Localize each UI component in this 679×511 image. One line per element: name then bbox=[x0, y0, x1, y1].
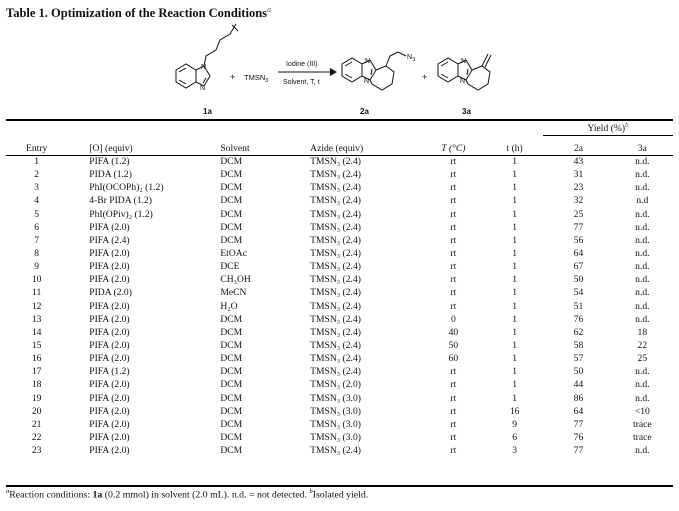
yield-note-mark: b bbox=[625, 121, 629, 129]
header-temperature: T (°C) bbox=[441, 142, 466, 154]
cell-solvent: DCM bbox=[220, 326, 243, 338]
cell-time: 1 bbox=[512, 234, 518, 246]
footnote-compound: 1a bbox=[92, 489, 103, 501]
table-row bbox=[6, 392, 673, 405]
cell-entry: 20 bbox=[31, 405, 42, 417]
cell-solvent: DCM bbox=[220, 208, 243, 220]
cell-time: 1 bbox=[512, 156, 518, 168]
cell-time: 1 bbox=[512, 169, 518, 181]
cell-temperature: rt bbox=[450, 287, 457, 299]
table-row bbox=[6, 155, 673, 168]
table-body bbox=[6, 155, 673, 457]
cell-yield-2a: 50 bbox=[573, 274, 584, 286]
cell-yield-2a: 76 bbox=[573, 313, 584, 325]
table-row bbox=[6, 181, 673, 194]
cell-yield-3a: n.d. bbox=[635, 274, 650, 286]
cell-azide: TMSN₃ (2.4) bbox=[310, 326, 361, 338]
cell-solvent: CH₃OH bbox=[220, 274, 251, 286]
reagent-name: TMSN bbox=[244, 73, 266, 82]
cell-yield-2a: 23 bbox=[573, 182, 584, 194]
cell-entry: 7 bbox=[34, 234, 40, 246]
cell-temperature: rt bbox=[450, 195, 457, 207]
arrow-conditions-label: Solvent, T, t bbox=[283, 79, 320, 86]
cell-time: 1 bbox=[512, 274, 518, 286]
cell-yield-3a: 18 bbox=[637, 326, 648, 338]
footnote-rest: (0.2 mmol) in solvent (2.0 mL). n.d. = not detected. bbox=[102, 489, 310, 501]
reagent-tmsn3 bbox=[244, 73, 268, 84]
cell-yield-3a: n.d. bbox=[635, 156, 650, 168]
cell-time: 1 bbox=[512, 221, 518, 233]
cell-oxidant: PIFA (2.0) bbox=[89, 432, 130, 444]
cell-temperature: rt bbox=[450, 221, 457, 233]
cell-azide: TMSN₃ (2.4) bbox=[310, 300, 361, 312]
cell-yield-2a: 44 bbox=[573, 379, 584, 391]
header-3a: 3a bbox=[637, 142, 647, 154]
yield-header bbox=[543, 121, 673, 134]
table-row bbox=[6, 378, 673, 391]
cell-temperature: rt bbox=[450, 432, 457, 444]
yield-header-text: Yield (%) bbox=[587, 123, 626, 135]
cell-entry: 12 bbox=[31, 300, 42, 312]
cell-solvent: DCM bbox=[220, 366, 243, 378]
cell-yield-2a: 64 bbox=[573, 248, 584, 260]
header-entry: Entry bbox=[25, 142, 48, 154]
plus-sign-1: + bbox=[230, 72, 236, 82]
table-row bbox=[6, 365, 673, 378]
cell-azide: TMSN₃ (3.0) bbox=[310, 405, 361, 417]
reaction-scheme bbox=[0, 22, 679, 118]
cell-oxidant: PIFA (2.0) bbox=[89, 353, 130, 365]
azide-n: N bbox=[407, 54, 413, 61]
cell-solvent: DCM bbox=[220, 156, 243, 168]
cell-azide: TMSN₃ (2.4) bbox=[310, 248, 361, 260]
table-row bbox=[6, 221, 673, 234]
cell-time: 1 bbox=[512, 313, 518, 325]
header-2a: 2a bbox=[573, 142, 583, 154]
cell-entry: 18 bbox=[31, 379, 42, 391]
reaction-arrowhead bbox=[330, 68, 337, 76]
cell-solvent: DCM bbox=[220, 221, 243, 233]
cell-azide: TMSN₃ (2.4) bbox=[310, 208, 361, 220]
cell-yield-2a: 64 bbox=[573, 405, 584, 417]
cell-solvent: DCM bbox=[220, 195, 243, 207]
cell-time: 1 bbox=[512, 248, 518, 260]
cell-yield-3a: n.d. bbox=[635, 313, 650, 325]
cell-oxidant: PIFA (2.4) bbox=[89, 234, 130, 246]
cell-yield-3a: n.d. bbox=[635, 169, 650, 181]
cell-azide: TMSN₃ (2.4) bbox=[310, 287, 361, 299]
cell-temperature: rt bbox=[450, 274, 457, 286]
cell-azide: TMSN₃ (3.0) bbox=[310, 418, 361, 430]
n-label-3a-top: N bbox=[461, 58, 467, 65]
reagent-subscript: 3 bbox=[265, 78, 269, 84]
cell-time: 1 bbox=[512, 353, 518, 365]
cell-oxidant: PIFA (2.0) bbox=[89, 313, 130, 325]
footnote-lead: Reaction conditions: bbox=[9, 489, 93, 501]
n-label-2a-bottom: N bbox=[364, 78, 370, 85]
cell-yield-2a: 77 bbox=[573, 445, 584, 457]
cell-entry: 1 bbox=[34, 156, 40, 168]
table-row bbox=[6, 273, 673, 286]
cell-yield-2a: 54 bbox=[573, 287, 584, 299]
cell-oxidant: PIFA (2.0) bbox=[89, 418, 130, 430]
cell-azide: TMSN₃ (3.0) bbox=[310, 392, 361, 404]
cell-yield-3a: 22 bbox=[637, 340, 648, 352]
cell-solvent: DCM bbox=[220, 340, 243, 352]
header-solvent: Solvent bbox=[220, 142, 250, 154]
table-row bbox=[6, 405, 673, 418]
table-row bbox=[6, 194, 673, 207]
caption-title: Table 1. Optimization of the Reaction Conditions bbox=[6, 6, 268, 21]
table-header-rule bbox=[6, 155, 673, 156]
cell-solvent: DCM bbox=[220, 234, 243, 246]
cell-oxidant: PIFA (2.0) bbox=[89, 340, 130, 352]
cell-azide: TMSN₃ (2.4) bbox=[310, 261, 361, 273]
cell-azide: TMSN₃ (3.0) bbox=[310, 432, 361, 444]
footnote-mark-a: a bbox=[6, 488, 10, 495]
cell-entry: 3 bbox=[34, 182, 40, 194]
cell-entry: 15 bbox=[31, 340, 42, 352]
cell-temperature: rt bbox=[450, 379, 457, 391]
cell-azide: TMSN₃ (2.4) bbox=[310, 353, 361, 365]
table-caption bbox=[6, 5, 271, 21]
cell-yield-3a: n.d. bbox=[635, 300, 650, 312]
cell-yield-2a: 67 bbox=[573, 261, 584, 273]
cell-entry: 13 bbox=[31, 313, 42, 325]
cell-yield-3a: n.d. bbox=[635, 392, 650, 404]
cell-temperature: rt bbox=[450, 208, 457, 220]
table-row bbox=[6, 168, 673, 181]
caption-note-mark: a bbox=[267, 5, 272, 14]
compound-label-2a: 2a bbox=[360, 107, 369, 116]
cell-yield-3a: <10 bbox=[634, 405, 650, 417]
cell-solvent: DCM bbox=[220, 445, 243, 457]
cell-yield-2a: 58 bbox=[573, 340, 584, 352]
cell-entry: 22 bbox=[31, 432, 42, 444]
table-row bbox=[6, 431, 673, 444]
cell-yield-2a: 31 bbox=[573, 169, 584, 181]
n-label-1a-bottom: N bbox=[200, 85, 206, 92]
cell-solvent: DCM bbox=[220, 353, 243, 365]
cell-temperature: rt bbox=[450, 261, 457, 273]
table-row bbox=[6, 208, 673, 221]
yield-header-rule bbox=[543, 135, 673, 136]
cell-entry: 14 bbox=[31, 326, 42, 338]
cell-azide: TMSN₃ (2.4) bbox=[310, 195, 361, 207]
cell-temperature: rt bbox=[450, 169, 457, 181]
cell-time: 1 bbox=[512, 300, 518, 312]
cell-temperature: rt bbox=[450, 248, 457, 260]
cell-oxidant: PIFA (2.0) bbox=[89, 274, 130, 286]
cell-yield-2a: 32 bbox=[573, 195, 584, 207]
cell-time: 1 bbox=[512, 208, 518, 220]
cell-oxidant: PIFA (2.0) bbox=[89, 392, 130, 404]
cell-azide: TMSN₃ (2.4) bbox=[310, 169, 361, 181]
cell-yield-3a: trace bbox=[633, 432, 652, 444]
cell-time: 1 bbox=[512, 366, 518, 378]
table-header-row bbox=[6, 141, 673, 155]
cell-oxidant: 4-Br PIDA (1.2) bbox=[89, 195, 152, 207]
cell-entry: 16 bbox=[31, 353, 42, 365]
cell-solvent: DCM bbox=[220, 379, 243, 391]
cell-yield-3a: n.d. bbox=[635, 287, 650, 299]
cell-temperature: 50 bbox=[448, 340, 459, 352]
n-label-1a-top: N bbox=[201, 64, 207, 71]
cell-yield-3a: n.d. bbox=[635, 182, 650, 194]
table-row bbox=[6, 313, 673, 326]
arrow-reagent-label: Iodine (III) bbox=[286, 61, 318, 68]
table-bottom-rule bbox=[6, 485, 673, 487]
cell-yield-2a: 25 bbox=[573, 208, 584, 220]
cell-azide: TMSN₃ (2.4) bbox=[310, 234, 361, 246]
cell-temperature: 40 bbox=[448, 326, 459, 338]
cell-yield-3a: n.d. bbox=[635, 234, 650, 246]
cell-yield-3a: n.d. bbox=[635, 379, 650, 391]
plus-sign-2: + bbox=[422, 72, 428, 82]
n-label-3a-bottom: N bbox=[460, 78, 466, 85]
header-time: t (h) bbox=[506, 142, 523, 154]
cell-yield-2a: 62 bbox=[573, 326, 584, 338]
table-row bbox=[6, 339, 673, 352]
cell-entry: 5 bbox=[34, 208, 40, 220]
compound-2a-structure bbox=[342, 52, 406, 90]
cell-oxidant: PIFA (2.0) bbox=[89, 379, 130, 391]
azide-subscript: 3 bbox=[412, 57, 416, 63]
cell-azide: TMSN₃ (2.4) bbox=[310, 445, 361, 457]
cell-temperature: rt bbox=[450, 234, 457, 246]
table-row bbox=[6, 260, 673, 273]
cell-time: 1 bbox=[512, 392, 518, 404]
header-oxidant: [O] (equiv) bbox=[89, 142, 133, 154]
cell-azide: TMSN₃ (2.4) bbox=[310, 182, 361, 194]
optimization-table bbox=[6, 141, 673, 457]
cell-yield-3a: n.d. bbox=[635, 366, 650, 378]
cell-oxidant: PIFA (1.2) bbox=[89, 156, 130, 168]
cell-yield-2a: 77 bbox=[573, 418, 584, 430]
cell-solvent: DCM bbox=[220, 418, 243, 430]
cell-entry: 8 bbox=[34, 248, 40, 260]
footnote-tail: Isolated yield. bbox=[312, 489, 369, 501]
table-row bbox=[6, 300, 673, 313]
cell-entry: 19 bbox=[31, 392, 42, 404]
cell-solvent: DCM bbox=[220, 392, 243, 404]
cell-oxidant: PIDA (1.2) bbox=[89, 169, 132, 181]
cell-temperature: 0 bbox=[450, 313, 456, 325]
cell-yield-3a: n.d. bbox=[635, 221, 650, 233]
cell-azide: TMSN₃ (2.4) bbox=[310, 313, 361, 325]
cell-yield-2a: 43 bbox=[573, 156, 584, 168]
cell-entry: 9 bbox=[34, 261, 40, 273]
cell-yield-3a: n.d. bbox=[635, 208, 650, 220]
cell-yield-2a: 56 bbox=[573, 234, 584, 246]
cell-yield-3a: n.d. bbox=[635, 261, 650, 273]
cell-temperature: rt bbox=[450, 182, 457, 194]
cell-oxidant: PIFA (2.0) bbox=[89, 248, 130, 260]
cell-oxidant: PIFA (2.0) bbox=[89, 221, 130, 233]
cell-azide: TMSN₃ (2.4) bbox=[310, 156, 361, 168]
cell-solvent: DCE bbox=[220, 261, 240, 273]
cell-time: 3 bbox=[512, 445, 518, 457]
cell-yield-3a: n.d. bbox=[635, 248, 650, 260]
cell-oxidant: PIFA (2.0) bbox=[89, 261, 130, 273]
cell-yield-3a: n.d. bbox=[635, 445, 650, 457]
cell-oxidant: PIFA (2.0) bbox=[89, 326, 130, 338]
cell-entry: 4 bbox=[34, 195, 40, 207]
cell-oxidant: PhI(OCOPh)₂ (1.2) bbox=[89, 182, 164, 194]
cell-azide: TMSN₃ (2.0) bbox=[310, 379, 361, 391]
cell-yield-2a: 57 bbox=[573, 353, 584, 365]
cell-temperature: 60 bbox=[448, 353, 459, 365]
compound-label-1a: 1a bbox=[203, 107, 212, 116]
cell-temperature: rt bbox=[450, 366, 457, 378]
cell-solvent: EtOAc bbox=[220, 248, 247, 260]
cell-entry: 21 bbox=[31, 418, 42, 430]
cell-temperature: rt bbox=[450, 156, 457, 168]
cell-azide: TMSN₃ (2.4) bbox=[310, 274, 361, 286]
table-row bbox=[6, 286, 673, 299]
cell-yield-3a: trace bbox=[633, 418, 652, 430]
table-row bbox=[6, 247, 673, 260]
cell-oxidant: PIFA (2.0) bbox=[89, 405, 130, 417]
cell-temperature: rt bbox=[450, 445, 457, 457]
cell-oxidant: PIFA (2.0) bbox=[89, 300, 130, 312]
cell-time: 9 bbox=[512, 418, 518, 430]
cell-time: 1 bbox=[512, 261, 518, 273]
table-row bbox=[6, 418, 673, 431]
cell-solvent: DCM bbox=[220, 169, 243, 181]
cell-yield-2a: 50 bbox=[573, 366, 584, 378]
cell-temperature: rt bbox=[450, 418, 457, 430]
cell-temperature: rt bbox=[450, 392, 457, 404]
cell-solvent: DCM bbox=[220, 182, 243, 194]
compound-1a-structure bbox=[176, 24, 238, 88]
cell-azide: TMSN₃ (2.4) bbox=[310, 340, 361, 352]
cell-solvent: MeCN bbox=[220, 287, 247, 299]
cell-oxidant: PIFA (2.0) bbox=[89, 445, 130, 457]
cell-time: 1 bbox=[512, 195, 518, 207]
cell-yield-3a: 25 bbox=[637, 353, 648, 365]
n-label-2a-top: N bbox=[365, 58, 371, 65]
cell-yield-3a: n.d bbox=[636, 195, 649, 207]
cell-yield-2a: 77 bbox=[573, 221, 584, 233]
compound-label-3a: 3a bbox=[462, 107, 471, 116]
cell-time: 1 bbox=[512, 340, 518, 352]
cell-entry: 2 bbox=[34, 169, 40, 181]
cell-entry: 6 bbox=[34, 221, 40, 233]
table-footnote bbox=[6, 488, 368, 500]
table-row bbox=[6, 234, 673, 247]
cell-time: 1 bbox=[512, 326, 518, 338]
cell-temperature: rt bbox=[450, 405, 457, 417]
cell-entry: 17 bbox=[31, 366, 42, 378]
cell-solvent: DCM bbox=[220, 432, 243, 444]
cell-solvent: DCM bbox=[220, 313, 243, 325]
cell-time: 1 bbox=[512, 287, 518, 299]
cell-time: 1 bbox=[512, 182, 518, 194]
cell-oxidant: PhI(OPiv)₂ (1.2) bbox=[89, 208, 153, 220]
cell-solvent: H₂O bbox=[220, 300, 238, 312]
cell-azide: TMSN₃ (2.4) bbox=[310, 366, 361, 378]
cell-time: 16 bbox=[509, 405, 520, 417]
azide-label bbox=[407, 54, 415, 63]
cell-entry: 11 bbox=[32, 287, 42, 299]
cell-entry: 23 bbox=[31, 445, 42, 457]
cell-yield-2a: 51 bbox=[573, 300, 584, 312]
cell-yield-2a: 86 bbox=[573, 392, 584, 404]
cell-oxidant: PIFA (1.2) bbox=[89, 366, 130, 378]
cell-entry: 10 bbox=[31, 274, 42, 286]
cell-azide: TMSN₃ (2.4) bbox=[310, 221, 361, 233]
cell-yield-2a: 76 bbox=[573, 432, 584, 444]
table-row bbox=[6, 444, 673, 457]
cell-temperature: rt bbox=[450, 300, 457, 312]
cell-time: 6 bbox=[512, 432, 518, 444]
cell-time: 1 bbox=[512, 379, 518, 391]
footnote-mark-b: b bbox=[309, 488, 313, 495]
table-row bbox=[6, 352, 673, 365]
cell-solvent: DCM bbox=[220, 405, 243, 417]
table-row bbox=[6, 326, 673, 339]
cell-oxidant: PIDA (2.0) bbox=[89, 287, 132, 299]
header-azide: Azide (equiv) bbox=[310, 142, 364, 154]
